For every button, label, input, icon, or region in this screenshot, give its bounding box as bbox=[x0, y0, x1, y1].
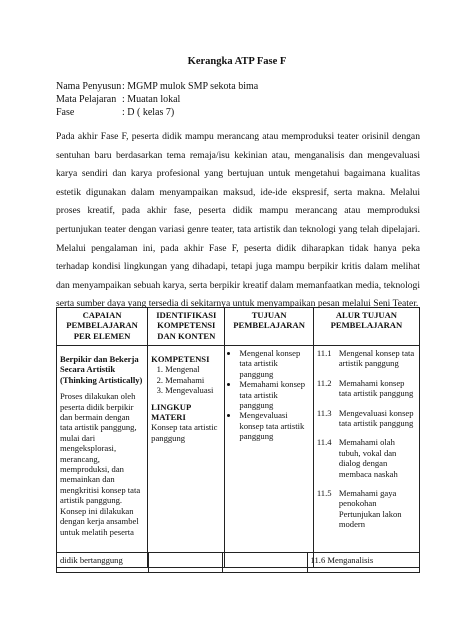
meta-key: Fase bbox=[56, 107, 75, 118]
table-header-row bbox=[57, 308, 420, 346]
header-capaian: CAPAIAN PEMBELAJARAN PER ELEMEN bbox=[57, 308, 148, 346]
kompetensi-label: KOMPETENSI bbox=[151, 354, 210, 364]
header-identifikasi: IDENTIFIKASI KOMPETENSI DAN KONTEN bbox=[148, 308, 225, 346]
element-title: Berpikir dan Bekerja Secara Artistik (Thinking Artistically) bbox=[60, 354, 143, 385]
kompetensi-list bbox=[151, 364, 221, 395]
list-item bbox=[317, 408, 416, 429]
alur-number: 11.6 bbox=[310, 555, 326, 565]
alur-text: Menganalisis bbox=[327, 555, 374, 565]
list-item: 1. Mengenal bbox=[165, 364, 221, 374]
cell-capaian: didik bertanggung bbox=[57, 553, 149, 573]
document-title: Kerangka ATP Fase F bbox=[187, 56, 287, 67]
alur-number: 11.3 bbox=[316, 407, 332, 418]
list-item: • Memahami konsep tata artistik panggung bbox=[239, 379, 309, 410]
atp-table-continued bbox=[56, 552, 420, 573]
alur-text: Mengevaluasi konsep tata artistik panggung bbox=[338, 407, 414, 429]
list-item: 2. Memahami bbox=[165, 375, 221, 385]
alur-number: 11.5 bbox=[316, 488, 332, 499]
header-tujuan: TUJUAN PEMBELAJARAN bbox=[225, 308, 313, 346]
cell-tujuan bbox=[225, 346, 313, 568]
alur-number: 11.1 bbox=[316, 348, 332, 358]
meta-value: : Muatan lokal bbox=[122, 94, 181, 105]
cell-identifikasi bbox=[149, 553, 223, 573]
list-item bbox=[317, 488, 416, 530]
meta-block bbox=[56, 80, 258, 119]
table-row bbox=[57, 553, 420, 573]
meta-row bbox=[56, 93, 258, 106]
list-item bbox=[317, 437, 416, 479]
tujuan-list bbox=[228, 348, 309, 442]
meta-row bbox=[56, 106, 258, 119]
alur-list bbox=[317, 348, 416, 530]
lingkup-label: LINGKUP MATERI bbox=[151, 401, 191, 423]
list-item: • Mengenal konsep tata artistik panggung bbox=[239, 348, 309, 379]
meta-row bbox=[56, 80, 258, 93]
cell-alur bbox=[307, 553, 419, 573]
cell-identifikasi bbox=[148, 346, 225, 568]
element-description: Proses dilakukan oleh peserta didik berpikir dan bermain dengan tata artistik panggung, mulai dari mengeksplorasi, merancang, memproduksi, dan memainkan dan mengkritisi konsep tata artistik panggung. Konsep ini dilakukan dengan kerja ansambel untuk melatih peserta bbox=[60, 391, 141, 537]
table-row bbox=[57, 346, 420, 568]
intro-paragraph: Pada akhir Fase F, peserta didik mampu merancang atau memproduksi teater orisinil dengan sentuhan baru berdasarkan tema remaja/isu kekinian atau, menganalisis dan mengevaluasi karya sendiri dan karya profesional yang bertujuan untuk mengetahui bagaimana kualitas estetik digunakan dalam menyampaikan maksud, ide-ide ekspresif, serta makna. Melalui proses kreatif, pada akhir fase, peserta didik mampu merancang atau memproduksi pertunjukan teater dengan variasi genre teater, tata artistik dan teknologi yang telah dipelajari. Melalui pengalaman ini, pada akhir Fase F, peserta didik diharapkan tidak hanya peka terhadap kondisi lingkungan yang dihadapi, tetapi juga mampu berpikir kritis dalam melihat dan menyampaikan sebuah karya, serta berpikir kreatif dalam memanfaatkan media, teknologi serta sumber daya yang tersedia di sekitarnya untuk menyampaikan pesan melalui Seni Teater. bbox=[56, 131, 420, 310]
list-item bbox=[317, 348, 416, 369]
meta-key: Mata Pelajaran bbox=[56, 94, 117, 105]
meta-value: : D ( kelas 7) bbox=[122, 107, 175, 118]
alur-number: 11.4 bbox=[316, 437, 332, 448]
alur-text: Memahami konsep tata artistik panggung bbox=[338, 377, 414, 399]
header-alur: ALUR TUJUAN PEMBELAJARAN bbox=[313, 308, 419, 346]
meta-value: : MGMP mulok SMP sekota bima bbox=[122, 81, 259, 92]
alur-text: Mengenal konsep tata artistik panggung bbox=[338, 348, 415, 369]
cell-alur bbox=[310, 346, 419, 568]
list-item: • Mengevaluasi konsep tata artistik panggung bbox=[239, 410, 309, 441]
cell-tujuan bbox=[223, 553, 308, 573]
alur-number: 11.2 bbox=[316, 377, 332, 388]
lingkup-text: Konsep tata artistic panggung bbox=[151, 422, 218, 443]
cell-capaian bbox=[57, 346, 148, 568]
atp-table bbox=[56, 307, 420, 568]
alur-text: Memahami olah tubuh, vokal dan dialog dengan membaca naskah bbox=[338, 437, 398, 479]
list-item: 3. Mengevaluasi bbox=[165, 385, 221, 395]
meta-key: Nama Penyusun bbox=[56, 81, 122, 92]
list-item bbox=[317, 378, 416, 399]
alur-text: Memahami gaya penokohan Pertunjukan lakon modern bbox=[338, 488, 402, 530]
